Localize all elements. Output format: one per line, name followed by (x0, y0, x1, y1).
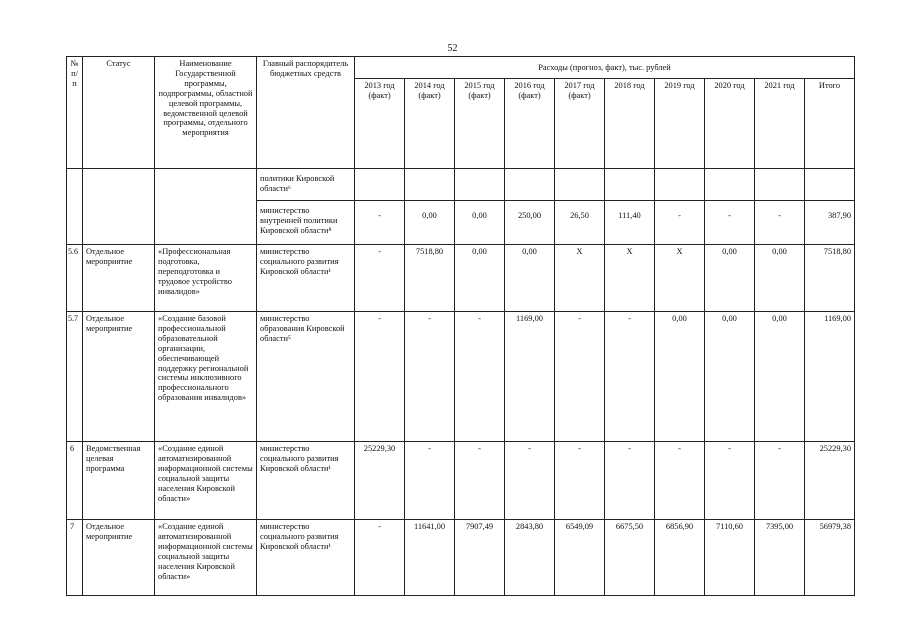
cell-value (555, 169, 605, 201)
cell-value: 0,00 (405, 201, 455, 245)
row-status (83, 169, 155, 245)
cell-value: 7395,00 (755, 520, 805, 596)
row-name: «Профессиональная подготовка, переподготовка и трудовое устройство инвалидов» (155, 245, 257, 312)
cell-value: X (555, 245, 605, 312)
cell-value: 25229,30 (805, 442, 855, 520)
row-manager: министерство внутренней политики Кировской области⁸ (257, 201, 355, 245)
header-year: 2018 год (605, 79, 655, 169)
row-status: Ведомственная целевая программа (83, 442, 155, 520)
table-row (67, 312, 855, 442)
cell-value: - (455, 312, 505, 442)
cell-value: 7110,60 (705, 520, 755, 596)
cell-value: - (605, 312, 655, 442)
row-name: «Создание базовой профессиональной образовательной организации, обеспечивающей поддержку региональной системы инклюзивного профессионального образования инвалидов» (155, 312, 257, 442)
header-year: 2021 год (755, 79, 805, 169)
cell-value: - (705, 442, 755, 520)
row-status: Отдельное мероприятие (83, 312, 155, 442)
cell-value: 0,00 (455, 245, 505, 312)
header-year: 2013 год (факт) (355, 79, 405, 169)
header-name: Наименование Государственной программы, подпрограммы, областной целевой программы, ведомственной целевой программы, отдельного мероприятия (155, 57, 257, 169)
cell-value (705, 169, 755, 201)
cell-value (605, 169, 655, 201)
cell-value: - (655, 442, 705, 520)
cell-value: 11641,00 (405, 520, 455, 596)
cell-value: 26,50 (555, 201, 605, 245)
cell-value: - (555, 442, 605, 520)
cell-value (505, 169, 555, 201)
row-status: Отдельное мероприятие (83, 245, 155, 312)
cell-value: 0,00 (705, 245, 755, 312)
row-name: «Создание единой автоматизированной информационной системы социальной защиты населения Кировской области» (155, 520, 257, 596)
row-num: 7 (67, 520, 83, 596)
cell-value: 7518,80 (805, 245, 855, 312)
header-num: № п/п (67, 57, 83, 169)
cell-value: - (705, 201, 755, 245)
row-num: 6 (67, 442, 83, 520)
row-status: Отдельное мероприятие (83, 520, 155, 596)
cell-value: 0,00 (755, 312, 805, 442)
cell-value: - (555, 312, 605, 442)
cell-value: 0,00 (505, 245, 555, 312)
table-row (67, 520, 855, 596)
row-manager: министерство социального развития Кировской области¹ (257, 520, 355, 596)
cell-value: - (755, 201, 805, 245)
row-name: «Создание единой автоматизированной информационной системы социальной защиты населения Кировской области» (155, 442, 257, 520)
cell-value: 387,90 (805, 201, 855, 245)
row-manager: политики Кировской области⁶ (257, 169, 355, 201)
cell-value: X (655, 245, 705, 312)
cell-value: 250,00 (505, 201, 555, 245)
table-row (67, 169, 855, 201)
header-year: 2015 год (факт) (455, 79, 505, 169)
table-row (67, 442, 855, 520)
row-manager: министерство образования Кировской области⁵ (257, 312, 355, 442)
cell-value: 6856,90 (655, 520, 705, 596)
table-row (67, 245, 855, 312)
row-num: 5.7 (67, 312, 83, 442)
header-year: 2017 год (факт) (555, 79, 605, 169)
header-manager: Главный распорядитель бюджетных средств (257, 57, 355, 169)
cell-value: 6675,50 (605, 520, 655, 596)
cell-value: - (505, 442, 555, 520)
cell-value: - (755, 442, 805, 520)
header-total: Итого (805, 79, 855, 169)
cell-value: X (605, 245, 655, 312)
cell-value: 6549,09 (555, 520, 605, 596)
cell-value (755, 169, 805, 201)
cell-value (405, 169, 455, 201)
cell-value: - (405, 312, 455, 442)
row-manager: министерство социального развития Кировской области¹ (257, 442, 355, 520)
cell-value: - (355, 245, 405, 312)
budget-table (66, 56, 855, 596)
cell-value: - (455, 442, 505, 520)
cell-value: 0,00 (655, 312, 705, 442)
cell-value: 2843,80 (505, 520, 555, 596)
row-num (67, 169, 83, 245)
row-num: 5.6 (67, 245, 83, 312)
header-year: 2016 год (факт) (505, 79, 555, 169)
header-status: Статус (83, 57, 155, 169)
row-manager: министерство социального развития Кировской области¹ (257, 245, 355, 312)
cell-value: 0,00 (705, 312, 755, 442)
cell-value: 25229,30 (355, 442, 405, 520)
cell-value: - (605, 442, 655, 520)
row-name (155, 169, 257, 245)
cell-value: 111,40 (605, 201, 655, 245)
cell-value: - (405, 442, 455, 520)
cell-value: 56979,38 (805, 520, 855, 596)
cell-value: 7907,49 (455, 520, 505, 596)
cell-value: 7518,80 (405, 245, 455, 312)
cell-value: 0,00 (455, 201, 505, 245)
cell-value: 1169,00 (505, 312, 555, 442)
cell-value (355, 169, 405, 201)
page-number: 52 (447, 43, 458, 54)
cell-value: 0,00 (755, 245, 805, 312)
cell-value: - (655, 201, 705, 245)
cell-value (805, 169, 855, 201)
cell-value: - (355, 520, 405, 596)
cell-value: - (355, 312, 405, 442)
cell-value: 1169,00 (805, 312, 855, 442)
header-year: 2019 год (655, 79, 705, 169)
header-year: 2020 год (705, 79, 755, 169)
cell-value (455, 169, 505, 201)
cell-value (655, 169, 705, 201)
header-expenses: Расходы (прогноз, факт), тыс. рублей (355, 57, 855, 79)
header-year: 2014 год (факт) (405, 79, 455, 169)
cell-value: - (355, 201, 405, 245)
